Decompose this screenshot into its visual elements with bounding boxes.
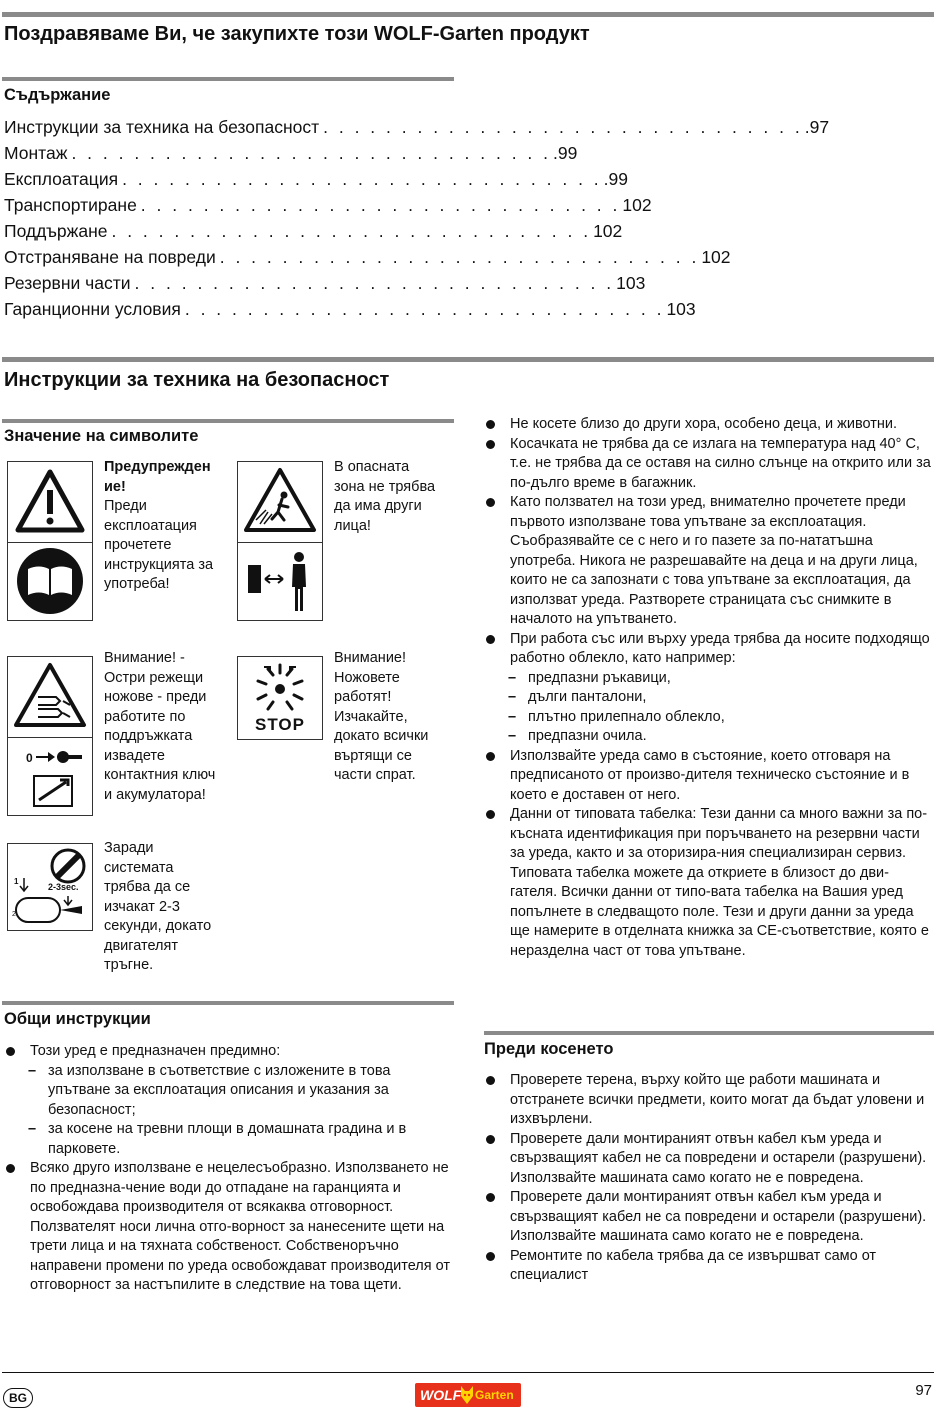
page-title: Поздравяваме Ви, че закупихте този WOLF-Garten продукт xyxy=(4,23,590,45)
read-manual-icon xyxy=(8,543,92,620)
svg-text:2: 2 xyxy=(12,911,16,918)
before-mowing-list xyxy=(484,1071,936,1286)
list-item: – дълги панталони, xyxy=(484,688,936,708)
list-item: – за използване в съответствие с изложените в това упътване за експлоатация описания и указания за безопасност; xyxy=(4,1062,456,1121)
list-item: – плътно прилепнало облекло, xyxy=(484,708,936,728)
rotating-knives-text: Внимание! Ножовете работят! Изчакайте, докато всички въртящи се части спрат. xyxy=(334,650,429,783)
warning-triangle-icon xyxy=(8,462,92,543)
wolf-garten-logo xyxy=(415,1383,521,1407)
general-rule xyxy=(2,1001,454,1005)
list-item: Ремонтите по кабела трябва да се извършват само от специалист xyxy=(484,1247,936,1286)
list-item: Проверете дали монтираният отвън кабел към уреда и свързващият кабел не са повредени и остарели (разрушени). Използвайте машината само когато не е повредена. xyxy=(484,1130,936,1189)
toc-item[interactable]: Инструкции за техника на безопасност . . . . . . . . . . . . . . . . . . . . . . . . . . . . . . . .97 xyxy=(4,117,830,137)
page-number: 97 xyxy=(915,1382,932,1399)
top-rule xyxy=(2,12,934,17)
toc-rule xyxy=(2,77,454,81)
thrown-objects-icon xyxy=(238,462,322,543)
symbols-rule xyxy=(2,419,454,423)
logo-garten-text: Garten xyxy=(475,1388,514,1402)
svg-text:1: 1 xyxy=(14,877,19,886)
wait-time-label: 2-3sec. xyxy=(48,882,79,892)
footer-rule xyxy=(2,1372,934,1373)
table-of-contents xyxy=(4,114,830,322)
danger-zone-text: В опасната зона не трябва да има други лица! xyxy=(334,459,436,534)
toc-item[interactable]: Гаранционни условия . . . . . . . . . . . . . . . . . . . . . . . . . . . . . . . 103 xyxy=(4,299,696,319)
before-mowing-heading: Преди косенето xyxy=(484,1040,614,1058)
system-wait-text: Заради системата трябва да се изчакат 2-3 секунди, докато двигателят тръгне. xyxy=(104,840,212,973)
list-item: Проверете дали монтираният отвън кабел към уреда и свързващият кабел не са повредени и остарели (разрушени). Използвайте машината само когато не е повредена. xyxy=(484,1188,936,1247)
warning-read-manual-symbol xyxy=(7,461,93,621)
rotating-knives-symbol xyxy=(237,656,323,740)
symbols-heading: Значение на символите xyxy=(4,427,199,445)
list-item: Този уред е предназначен предимно: xyxy=(4,1042,456,1062)
stop-sign: STOP xyxy=(255,715,305,734)
remove-key-icon xyxy=(8,738,92,815)
before-mowing-rule xyxy=(484,1031,934,1035)
list-item: Всяко друго използване е нецелесъобразно. Използването не по предназна-чение води до отпадане на гаранцията и освобождава производителя от всякаква отговорност. Ползвателят носи лична отго-ворност за нанесените щети на трети лица и на тяхната собственост. Собственоръчно направени промени по уреда освобождават производителя от отговорност за настъпилите в следствие на това щети. xyxy=(4,1159,456,1296)
svg-text:0: 0 xyxy=(26,751,33,765)
list-item: – за косене на тревни площи в домашната градина и в парковете. xyxy=(4,1120,456,1159)
list-item: Данни от типовата табелка: Тези данни са много важни за по-късната идентификация при поръчването на резервни части за уреда, както и за оторизира-ния специализиран сервиз. Типовата табелка можете да откриете в близост до дви-гателя. Всички данни от типо-вата табелка на Вашия уред попълнете в следващото поле. Тези и други данни за уреда ще намерите в отделната книжка за CE-съответствие, която е неразделна част от това упътване. xyxy=(484,805,936,961)
warning-read-manual-text: Предупрежден ие! Преди експлоатация прочетете инструкцията за употреба! xyxy=(104,459,214,592)
list-item: Косачката не трябва да се излага на температура над 40° C, т.е. не трябва да се оставя на силно слънце на открито или за по-дълго време в багажник. xyxy=(484,435,936,494)
toc-item[interactable]: Отстраняване на повреди . . . . . . . . . . . . . . . . . . . . . . . . . . . . . . . 102 xyxy=(4,247,731,267)
list-item: – предпазни очила. xyxy=(484,727,936,747)
list-item: Не косете близо до други хора, особено деца, и животни. xyxy=(484,415,936,435)
sharp-blades-symbol xyxy=(7,656,93,816)
toc-item[interactable]: Резервни части . . . . . . . . . . . . . . . . . . . . . . . . . . . . . . . 103 xyxy=(4,273,646,293)
toc-item[interactable]: Експлоатация . . . . . . . . . . . . . . . . . . . . . . . . . . . . . . . .99 xyxy=(4,169,628,189)
safety-list xyxy=(484,415,936,961)
sharp-blades-icon xyxy=(8,657,92,738)
sharp-blades-text: Внимание! - Остри режещи ножове - преди работите по поддръжката извадете контактния ключ и акумулатора! xyxy=(104,650,216,803)
toc-item[interactable]: Монтаж . . . . . . . . . . . . . . . . . . . . . . . . . . . . . . . .99 xyxy=(4,143,578,163)
list-item: При работа със или върху уреда трябва да носите подходящо работно облекло, като например: xyxy=(484,630,936,669)
wolf-head-icon xyxy=(459,1384,475,1406)
safety-title: Инструкции за техника на безопасност xyxy=(4,369,390,391)
list-item: Като ползвател на този уред, внимателно прочетете преди първото използване това упътване за експлоатация. Съобразявайте се с него и го пазете за по-нататъшна употреба. Никога не разрешавайте на деца и на други лица, които не са запознати с това упътване за експлоатация, да използват уреда. Разтворете страницата със снимките в началото на упътването. xyxy=(484,493,936,630)
list-item: Използвайте уреда само в състояние, което отговаря на предписаното от произво-дителя техническо състояние и в което е доставен от него. xyxy=(484,747,936,806)
general-list xyxy=(4,1042,456,1296)
language-badge: BG xyxy=(3,1388,33,1408)
danger-zone-symbol xyxy=(237,461,323,621)
keep-distance-icon xyxy=(238,543,322,620)
toc-heading: Съдържание xyxy=(4,86,111,104)
logo-wolf-text: WOLF xyxy=(420,1387,462,1403)
list-item: Проверете терена, върху който ще работи машината и отстранете всички предмети, които могат да бъдат уловени и изхвърлени. xyxy=(484,1071,936,1130)
toc-item[interactable]: Транспортиране . . . . . . . . . . . . . . . . . . . . . . . . . . . . . . . 102 xyxy=(4,195,652,215)
system-wait-symbol xyxy=(7,843,93,931)
list-item: – предпазни ръкавици, xyxy=(484,669,936,689)
toc-item[interactable]: Поддържане . . . . . . . . . . . . . . . . . . . . . . . . . . . . . . . 102 xyxy=(4,221,623,241)
general-heading: Общи инструкции xyxy=(4,1010,151,1028)
safety-rule xyxy=(2,357,934,362)
